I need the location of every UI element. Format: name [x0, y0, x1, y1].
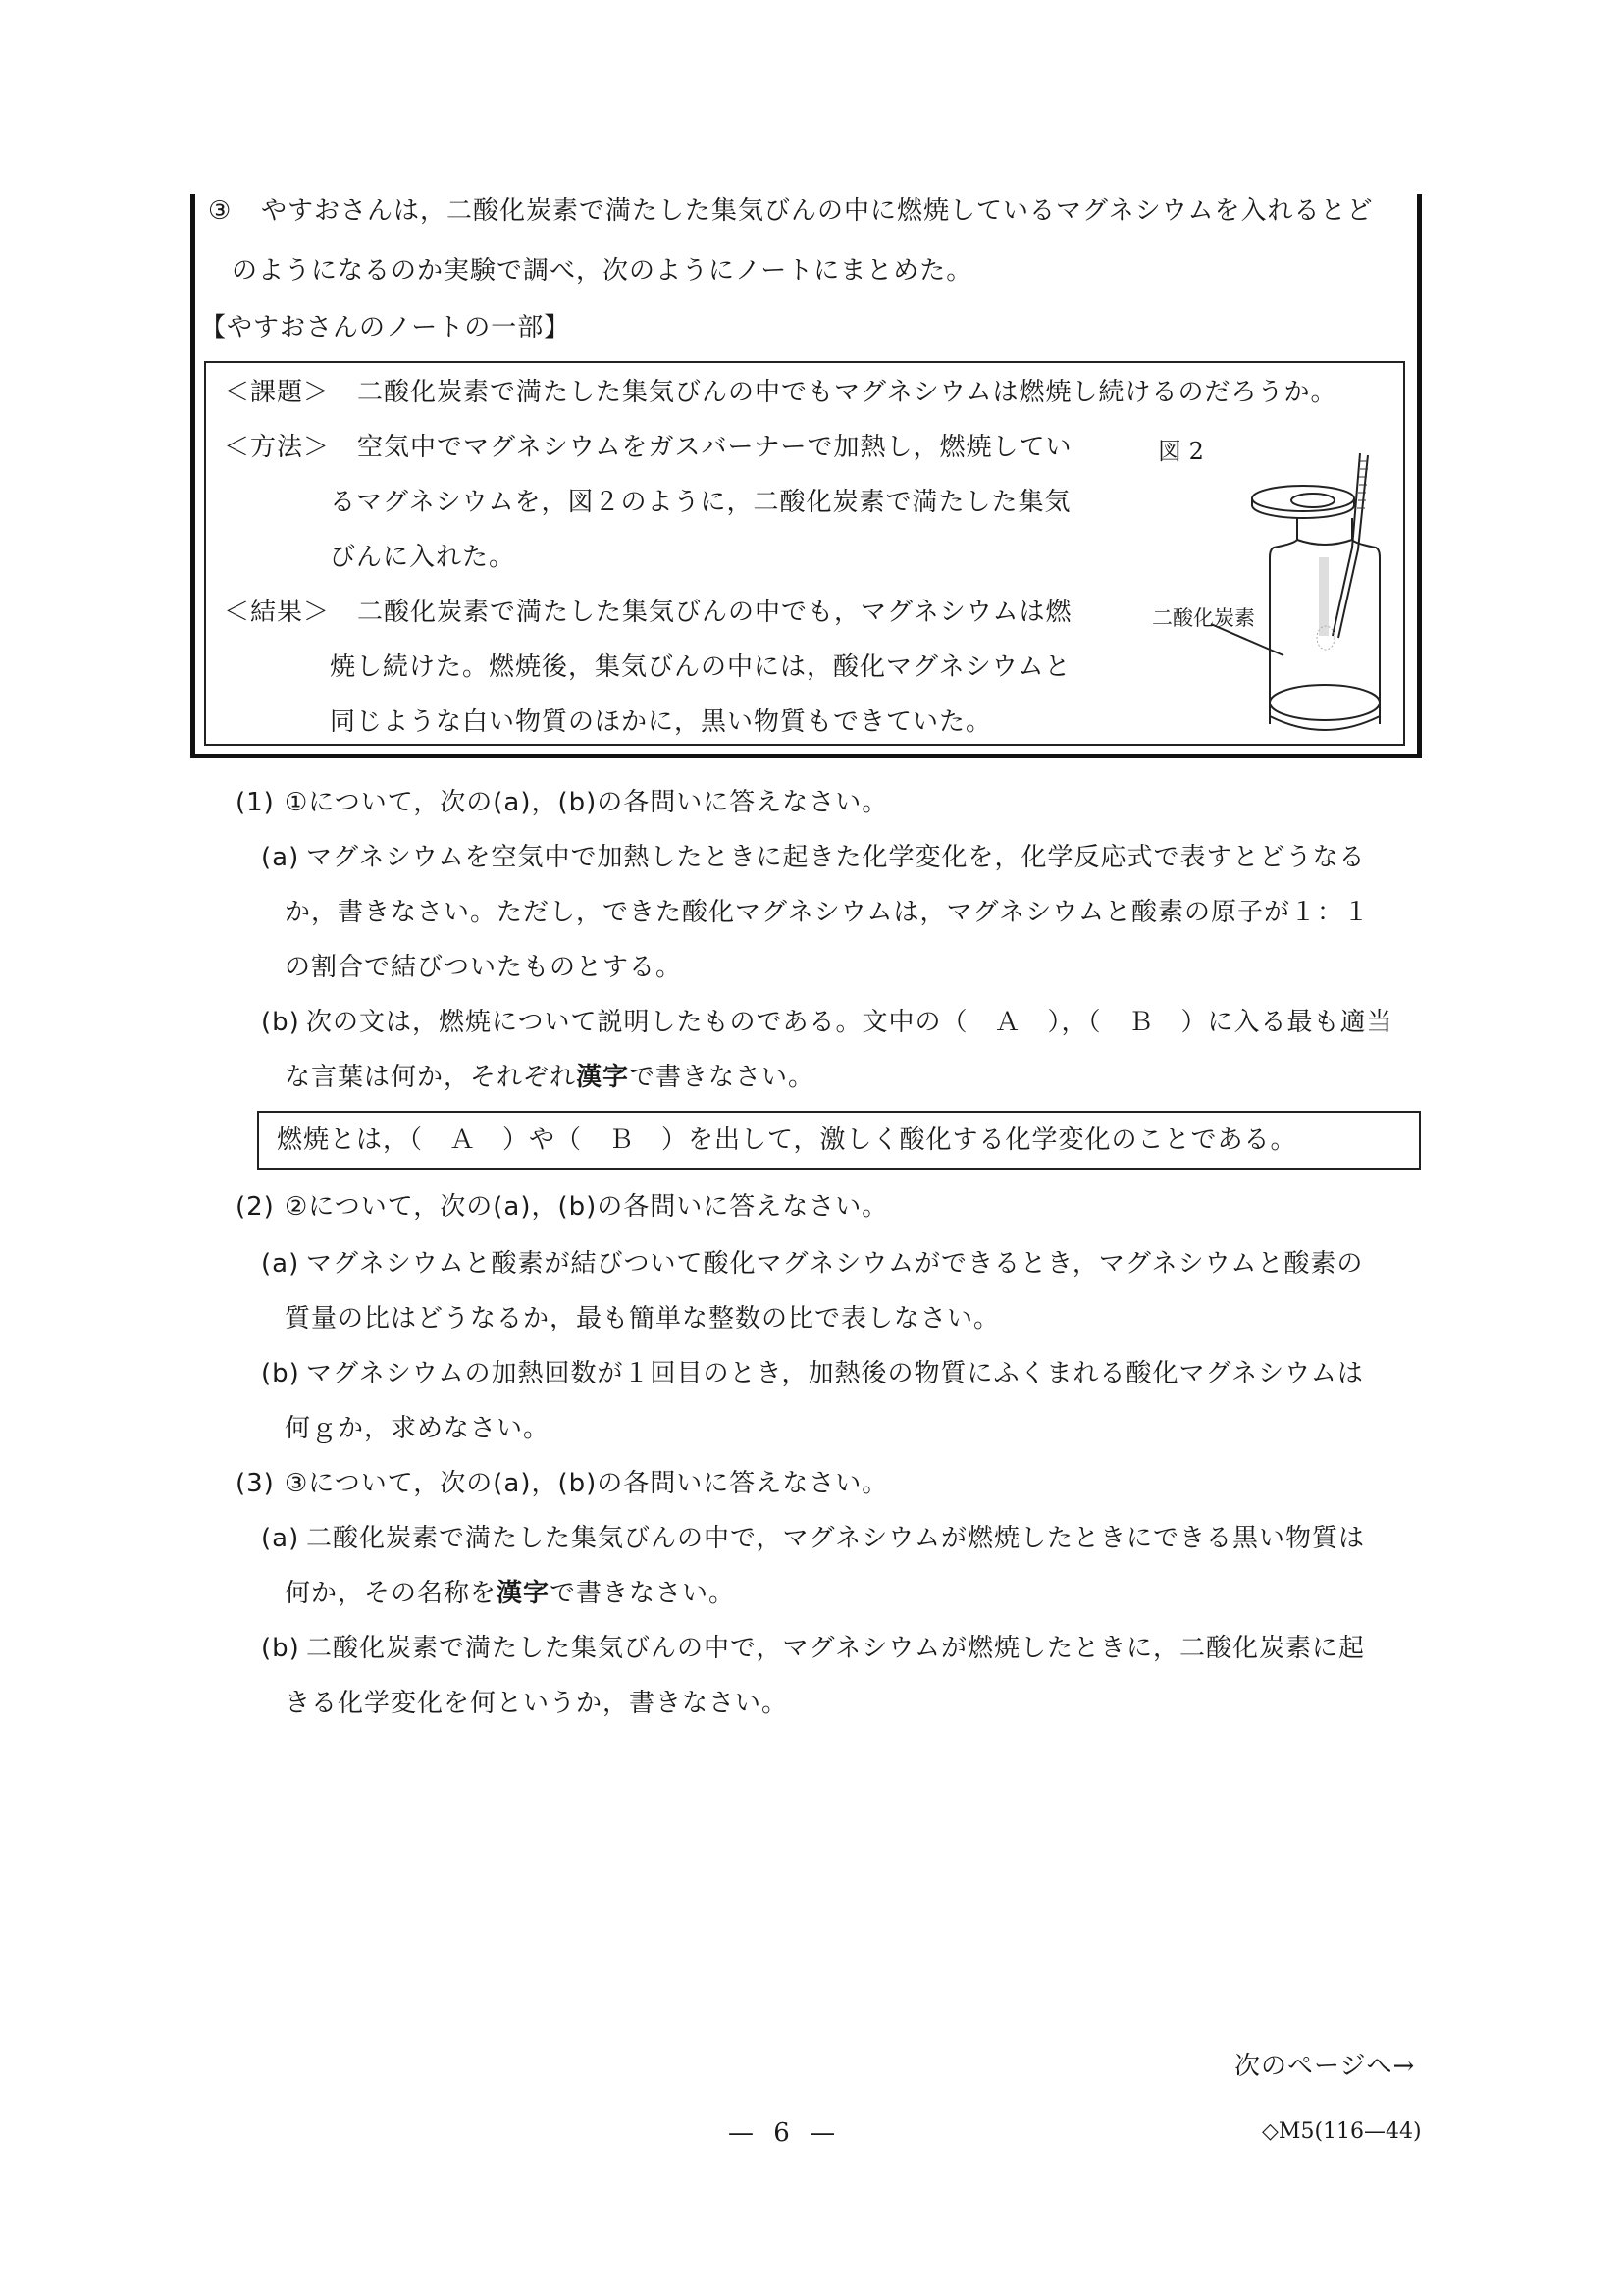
kadai-text: 二酸化炭素で満たした集気びんの中でもマグネシウムは燃焼し続けるのだろうか。: [357, 378, 1337, 407]
q2-number: (2): [236, 1192, 275, 1222]
intro-line-2: のようになるのか実験で調べ，次のようにノートにまとめた。: [232, 256, 973, 286]
q2-stem: ②について，次の(a)，(b)の各問いに答えなさい。: [285, 1192, 889, 1222]
q1a-line-2: か，書きなさい。ただし，できた酸化マグネシウムは，マグネシウムと酸素の原子が１：１: [285, 898, 1370, 927]
q2b-line-1: マグネシウムの加熱回数が１回目のとき，加熱後の物質にふくまれる酸化マグネシウムは: [306, 1359, 1364, 1388]
q1b-line-2-pre: な言葉は何か，それぞれ: [285, 1063, 577, 1092]
q3a-line-1: 二酸化炭素で満たした集気びんの中で，マグネシウムが燃焼したときにできる黒い物質は: [306, 1524, 1365, 1553]
q2b-label: (b): [261, 1359, 300, 1388]
houhou-line-3: びんに入れた。: [330, 543, 516, 572]
next-page-indicator: 次のページへ→: [1234, 2052, 1416, 2081]
exam-code: ◇M5(116—44): [1262, 2119, 1422, 2144]
q3a-label: (a): [261, 1524, 300, 1553]
kekka-line-2: 焼し続けた。燃焼後，集気びんの中には，酸化マグネシウムと: [330, 652, 1072, 682]
q2a-label: (a): [261, 1249, 300, 1278]
intro-line-1: やすおさんは，二酸化炭素で満たした集気びんの中に燃焼しているマグネシウムを入れるとど: [261, 196, 1374, 226]
q3a-line-2-pre: 何か，その名称を: [285, 1579, 497, 1608]
gas-jar-figure: [1128, 412, 1452, 746]
q1a-line-3: の割合で結びついたものとする。: [285, 953, 683, 982]
houhou-label: ＜方法＞: [224, 433, 331, 462]
flame-icon: [1319, 557, 1329, 636]
q3-stem: ③について，次の(a)，(b)の各問いに答えなさい。: [285, 1469, 889, 1498]
kekka-line-3: 同じような白い物質のほかに，黒い物質もできていた。: [330, 707, 993, 737]
q1b-line-1: 次の文は，燃焼について説明したものである。文中の（ Ａ ），（ Ｂ ）に入る最も適当: [306, 1008, 1393, 1037]
q1b-line-2: [285, 1062, 814, 1093]
q1-number: (1): [236, 788, 275, 817]
q3b-line-2: きる化学変化を何というか，書きなさい。: [285, 1689, 789, 1718]
q1b-emphasis-kanji: 漢字: [576, 1063, 630, 1092]
q1a-label: (a): [261, 843, 300, 872]
q1a-line-1: マグネシウムを空気中で加熱したときに起きた化学変化を，化学反応式で表すとどうなる: [306, 843, 1366, 872]
figure-title: 図 2: [1158, 438, 1204, 465]
q3b-label: (b): [261, 1634, 300, 1663]
q1-stem: ①について，次の(a)，(b)の各問いに答えなさい。: [285, 788, 889, 817]
houhou-line-2: るマグネシウムを，図２のように，二酸化炭素で満たした集気: [330, 488, 1072, 517]
page-number: — 6 —: [728, 2118, 842, 2148]
kadai-label: ＜課題＞: [224, 378, 331, 407]
q3a-line-2: [285, 1578, 735, 1609]
q2a-line-1: マグネシウムと酸素が結びついて酸化マグネシウムができるとき，マグネシウムと酸素の: [306, 1249, 1364, 1278]
definition-text: 燃焼とは，（ Ａ ）や（ Ｂ ）を出して，激しく酸化する化学変化のことである。: [277, 1125, 1297, 1155]
kekka-line-1: 二酸化炭素で満たした集気びんの中でも，マグネシウムは燃: [357, 598, 1073, 627]
note-heading: 【やすおさんのノートの一部】: [200, 313, 571, 342]
q3a-line-2-post: で書きなさい。: [550, 1579, 736, 1608]
q2b-line-2: 何ｇか，求めなさい。: [285, 1414, 550, 1443]
q3a-emphasis-kanji: 漢字: [497, 1579, 550, 1608]
houhou-line-1: 空気中でマグネシウムをガスバーナーで加熱し，燃焼してい: [357, 433, 1073, 462]
q3-number: (3): [236, 1469, 275, 1498]
q2a-line-2: 質量の比はどうなるか，最も簡単な整数の比で表しなさい。: [285, 1304, 1001, 1333]
kekka-label: ＜結果＞: [224, 598, 331, 627]
q1b-line-2-post: で書きなさい。: [629, 1063, 815, 1092]
item-marker: ③: [208, 196, 233, 226]
figure-label-co2: 二酸化炭素: [1152, 606, 1255, 630]
q1b-label: (b): [261, 1008, 300, 1037]
q3b-line-1: 二酸化炭素で満たした集気びんの中で，マグネシウムが燃焼したときに，二酸化炭素に起: [306, 1634, 1365, 1663]
